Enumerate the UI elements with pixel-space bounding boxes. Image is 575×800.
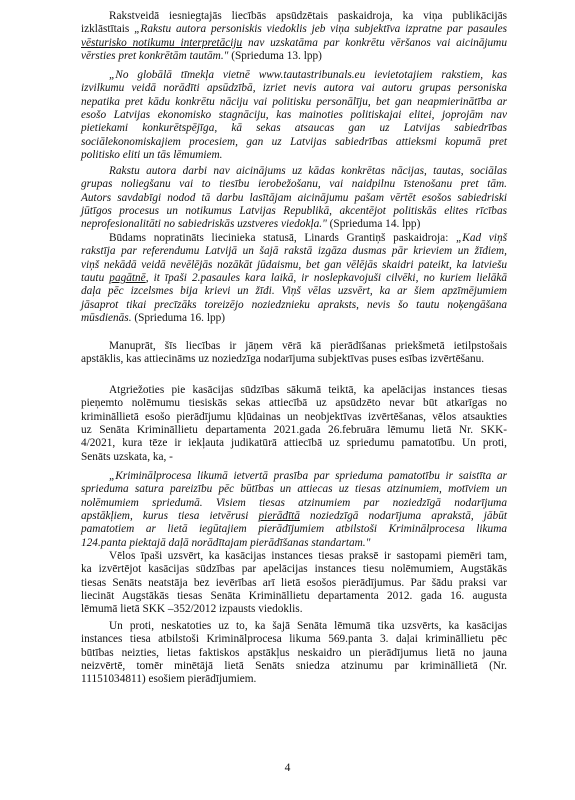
italic-text: nolēmumiem spriedumā. Visiem tiesas atzinumiem par noziedzīgā nodarījuma: [81, 496, 507, 509]
text-run: Un proti, neskatoties uz to, ka šajā Senāta lēmumā tika uzsvērts, ka kasācijas: [109, 620, 507, 632]
text-line: [81, 165, 507, 178]
text-line: [81, 353, 507, 366]
underlined-text: vēsturisko notikumu interpretāciju: [81, 36, 243, 49]
text-line: [81, 285, 507, 298]
text-line: [81, 23, 507, 36]
text-line: [81, 50, 507, 63]
text-line: [81, 590, 507, 603]
italic-text: viņš nekādā veidā nevēlējās nozākāt jūdaismu, bet gan vēlējās skaidri pateikt, ka latviešu: [81, 258, 507, 271]
paragraph: [81, 165, 507, 232]
italic-text: Autors savdabīgi nodod tā darbu lasītājam aicinājumu pašam vērtēt esošos sabiedriski: [81, 191, 507, 204]
paragraph: [81, 384, 507, 464]
text-run: instances tiesa atbilstoši Kriminālprocesa likuma 569.panta 3. daļai krimināllietu pēc: [81, 633, 507, 646]
text-line: [81, 660, 507, 673]
italic-text: neprofesionalitāti no sabiedriskās uzstveres viedokļa.": [81, 218, 327, 231]
text-line: [81, 272, 507, 285]
underlined-text: pierādītā: [258, 510, 300, 523]
text-line: [81, 577, 507, 590]
paragraph: [81, 470, 507, 550]
text-line: [81, 510, 507, 523]
text-line: [81, 397, 507, 410]
text-line: [81, 205, 507, 218]
text-line: [81, 232, 507, 245]
paragraph: [81, 340, 507, 367]
text-run: Atgriežoties pie kasācijas sūdzības sākumā teiktā, ka apelācijas instances tiesas: [109, 384, 507, 396]
text-run: tiesas Senāts neatstāja bez ievērības arī lietā esošos pierādījumus. Par šādu praksi var: [81, 576, 507, 589]
text-run: būtības neizties, lietas faktiskos apstākļus neskaidro un pierādījumus lietā no jauna: [81, 646, 507, 659]
italic-text: 124.panta piektajā daļā norādītajam pierādīšanas standartam.": [81, 536, 371, 549]
italic-text: „No globālā tīmekļa vietnē www.tautastribunals.eu ievietotajiem rakstiem, kas: [109, 69, 507, 81]
text-line: [81, 109, 507, 122]
italic-text: noziedzīgā nodarījuma aprakstā, jābūt: [299, 510, 508, 523]
text-line: [81, 149, 507, 162]
italic-text: apstākļiem, kurus tiesa ietvērusi: [81, 510, 259, 523]
text-line: [81, 523, 507, 536]
text-line: [81, 299, 507, 312]
text-line: [81, 550, 507, 563]
text-run: (Sprieduma 13. lpp): [228, 50, 322, 63]
text-line: [81, 537, 507, 550]
italic-text: nav uzskatāma par konkrētu vēršanos vai aicinājumu: [242, 36, 507, 49]
italic-text: mūsdienās.: [81, 312, 132, 325]
text-line: [81, 437, 507, 450]
italic-text: „Kriminālprocesa likumā ietvertā prasība par sprieduma pamatotību ir saistīta ar: [109, 470, 507, 482]
text-line: [81, 451, 507, 464]
italic-text: izvilkumu veidā norādīti apsūdzībā, izriet nevis autora vai autoru grupas personiska: [81, 82, 507, 95]
text-line: [81, 603, 507, 616]
italic-text: nepatika pret kādu konkrētu nāciju vai politisku personālīju, bet gan neapmierinātība ar: [81, 95, 507, 108]
text-line: [81, 82, 507, 95]
text-line: [81, 647, 507, 660]
text-line: [81, 620, 507, 633]
italic-text: sprieduma satura pareizību pēc būtības un attiecas uz tiesas atzinumiem, motīviem un: [81, 483, 507, 496]
italic-text: grupas noliegšanu vai to tiesību ierobežošanu, vai naidpilnu īstenošanu pret tām.: [81, 178, 507, 191]
text-run: Vēlos īpaši uzsvērt, ka kasācijas instances tiesas praksē ir sastopami piemēri tam,: [109, 550, 507, 562]
text-run: Manuprāt, šīs liecības ir jāņem vērā kā pierādīšanas priekšmetā ietilpstošais: [109, 340, 507, 352]
italic-text: jāsaprot tikai precīzāks toreizējo noziedznieku apraksts, nevis šo tautu noķengāšana: [81, 298, 507, 311]
text-line: [81, 384, 507, 397]
italic-text: „Kad viņš: [456, 232, 507, 244]
text-run: lēmumā lietā SKK –352/2012 izpausts viedoklis.: [81, 603, 303, 616]
text-line: [81, 483, 507, 496]
italic-text: „Rakstu autora personiskis viedoklis jeb viņa subjektīva izpratne par pasaules: [134, 23, 507, 36]
italic-text: pamatotiem ar lietā iegūtajiem pierādījumiem atbilstoši Kriminālprocesa likuma: [81, 523, 507, 536]
text-run: apstāklis, kas attiecināms uz noziedzīga nodarījuma subjektīvas puses esības izvērtēšanu.: [81, 353, 485, 366]
italic-text: tautu: [81, 272, 110, 285]
page-number: 4: [284, 762, 291, 774]
italic-text: jūtīgos procesus un notikumus Latvijas Republikā, akcentējot politiskās elites rīcības: [81, 205, 507, 218]
text-line: [81, 633, 507, 646]
text-run: 4/2021, kura tēze ir iekļauta judikatūrā attiecībā uz spriedumu pamatotību. Un proti,: [81, 437, 507, 450]
text-line: [81, 69, 507, 82]
text-line: [81, 218, 507, 231]
text-line: [81, 340, 507, 353]
text-run: izklāstītais: [81, 23, 135, 36]
paragraph: [81, 550, 507, 617]
paragraph: [81, 232, 507, 325]
text-line: [81, 96, 507, 109]
paragraph: [81, 10, 507, 63]
italic-text: daļa pēc izcelsmes bija krievi un žīdi. Viņš vēlas uzsvērt, ka ar šiem apzīmējumiem: [81, 285, 507, 298]
text-line: [81, 259, 507, 272]
text-run: ka izvērtējot kasācijas sūdzības par apelācijas instances tiesu nolēmumiem, Augstākās: [81, 563, 507, 576]
italic-text: vērsties pret konkrētām tautām.": [81, 50, 229, 63]
paragraph: [81, 69, 507, 162]
text-line: [81, 312, 507, 325]
text-run: neizvērtē, tomēr minētājā lietā Senāts sniedza atzinumu par krimināllietā (Nr.: [81, 660, 507, 673]
text-line: [81, 245, 507, 258]
text-line: [81, 10, 507, 23]
text-line: [81, 497, 507, 510]
text-line: [81, 37, 507, 50]
text-run: liecināt Augstākās tiesas Senāta Krimināllietu departamenta 2012. gada 16. augusta: [81, 590, 507, 603]
text-line: [81, 563, 507, 576]
text-line: [81, 470, 507, 483]
text-run: krimināllietā esošo pierādījumu kļūdainas un neobjektīvas izvērtēšanas, vēlos atsaukties: [81, 410, 507, 423]
italic-text: Rakstu autora darbi nav aicinājums uz kādas konkrētas nācijas, tautas, sociālas: [109, 165, 507, 177]
italic-text: , it īpaši 2.pasaules kara laikā, ir noslepkavojuši cilvēki, no kuriem lielākā: [145, 272, 508, 285]
text-run: Būdams nopratināts liecinieka statusā, Linards Grantiņš paskaidroja:: [109, 232, 457, 244]
underlined-text: pagātnē: [109, 272, 146, 285]
text-run: Senāts uzskata, ka, -: [81, 450, 173, 463]
text-line: [81, 122, 507, 135]
text-run: uz Senāta Krimināllietu departamenta 2021.gada 26.februāra lēmumu lietā Nr. SKK-: [81, 424, 507, 437]
text-line: [81, 673, 507, 686]
italic-text: pietiekami konkurētspējīga, kā sekas atsaucas gan uz Latvijas sabiedrības: [81, 122, 507, 135]
text-run: Rakstveidā iesniegtajās liecībās apsūdzētais paskaidroja, ka viņa publikācijās: [109, 10, 507, 22]
text-line: [81, 136, 507, 149]
paragraph: [81, 620, 507, 687]
text-run: pieņemto nolēmumu tiesiskās sekas attiecībā uz apsūdzēto nevar būt atkarīgas no: [81, 397, 507, 410]
italic-text: politisko eliti un tās lēmumiem.: [81, 149, 223, 162]
italic-text: rakstīja par referendumu Latvijā un šajā rakstā izgāza dusmas pār krieviem un žīdiem,: [81, 245, 507, 258]
text-run: (Sprieduma 14. lpp): [326, 218, 421, 231]
text-line: [81, 411, 507, 424]
text-run: (Sprieduma 16. lpp): [131, 312, 226, 325]
italic-text: esošo Latvijas ekonomisko stagnāciju, kas mainoties politiskajai elitei, joprojām nav: [81, 109, 507, 122]
text-line: [81, 192, 507, 205]
text-line: [81, 178, 507, 191]
text-line: [81, 424, 507, 437]
text-run: 11151034811) esošiem pierādījumiem.: [81, 673, 257, 686]
italic-text: sociālekonomiskajiem procesiem, gan uz Latvijas sabiedrības attieksmi kopumā pret: [81, 135, 507, 148]
